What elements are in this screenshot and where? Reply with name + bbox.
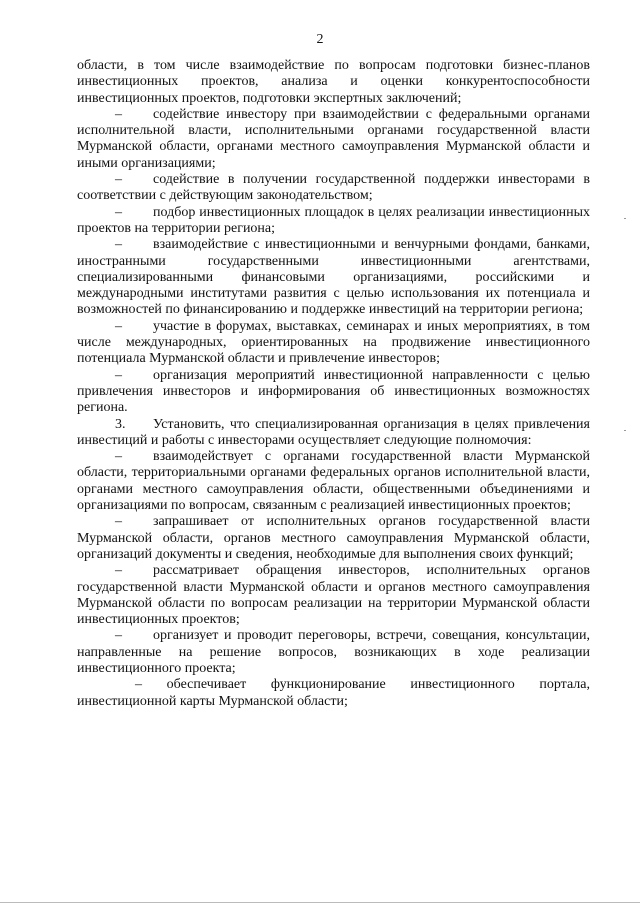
list-item [77,677,590,710]
dash-marker: – [115,449,122,465]
dash-marker: – [115,514,122,530]
list-item-text: запрашивает от исполнительных органов государственной власти Мурманской области, органов местного самоуправления Мурманской области, организаций документы и сведения, необходимые для выполнения своих функций; [77,514,590,562]
numbered-clause [77,417,590,450]
list-item [77,319,590,368]
list-item [77,172,590,205]
paragraph-text: области, в том числе взаимодействие по вопросам подготовки бизнес-планов инвестиционных проектов, анализа и оценки конкурентоспособности инвестиционных проектов, подготовки экспертных заключений; [77,58,590,106]
dash-marker: – [115,628,122,644]
list-item [77,237,590,318]
list-item-text: рассматривает обращения инвесторов, исполнительных органов государственной власти Мурманской области и органов местного самоуправления Мурманской области по вопросам реализации на территории Мурманской области инвестиционных проектов; [77,563,590,628]
clause-text: Установить, что специализированная организация в целях привлечения инвестиций и работы с инвесторами осуществляет следующие полномочия: [77,416,590,448]
page-number: 2 [316,32,324,47]
list-item [77,107,590,172]
list-item [77,368,590,417]
dash-marker: – [115,237,122,253]
list-item [77,628,590,677]
dash-marker: – [115,172,122,188]
dash-marker: – [115,367,122,383]
list-item [77,449,590,514]
dash-marker: – [115,563,122,579]
document-body [77,58,590,710]
dash-marker: – [115,204,122,220]
paragraph-continuation [77,58,590,107]
list-item-text: подбор инвестиционных площадок в целях реализации инвестиционных проектов на территории региона; [77,204,590,236]
scan-mark [624,218,626,219]
list-item-text: взаимодействие с инвестиционными и венчурными фондами, банками, иностранными государственными инвестиционными агентствами, специализированными финансовыми организациями, российскими и международными институтами развития с целью использования их потенциала и возможностей по финансированию и поддержке инвестиций на территории региона; [77,237,590,318]
list-item-text: содействие в получении государственной поддержки инвесторами в соответствии с действующим законодательством; [77,172,590,204]
list-item [77,514,590,563]
scan-mark [624,430,626,431]
scan-edge-line [0,902,640,903]
list-item-text: содействие инвестору при взаимодействии с федеральными органами исполнительной власти, исполнительными органами государственной власти Мурманской области, органами местного самоуправления Мурманской области и иными организациями; [77,106,590,171]
list-item-text: организация мероприятий инвестиционной направленности с целью привлечения инвесторов и информирования об инвестиционных возможностях региона. [77,367,590,416]
dash-marker: – [115,318,122,334]
list-item-text: участие в форумах, выставках, семинарах и иных мероприятиях, в том числе международных, ориентированных на продвижение инвестиционного потенциала Мурманской области и привлечение инвесторов; [77,318,590,367]
list-item-text: организует и проводит переговоры, встречи, совещания, консультации, направленные на решение вопросов, возникающих в ходе реализации инвестиционного проекта; [77,628,590,676]
list-item [77,205,590,238]
list-item-text: взаимодействует с органами государственной власти Мурманской области, территориальными органами федеральных органов исполнительной власти, органами местного самоуправления области, общественными объединениями и организациями по вопросам, связанным с реализацией инвестиционных проектов; [77,449,590,514]
list-item [77,563,590,628]
clause-number: 3. [115,416,126,432]
list-item-text: – обеспечивает функционирование инвестиционного портала, инвестиционной карты Мурманской области; [77,677,590,709]
dash-marker: – [115,106,122,122]
